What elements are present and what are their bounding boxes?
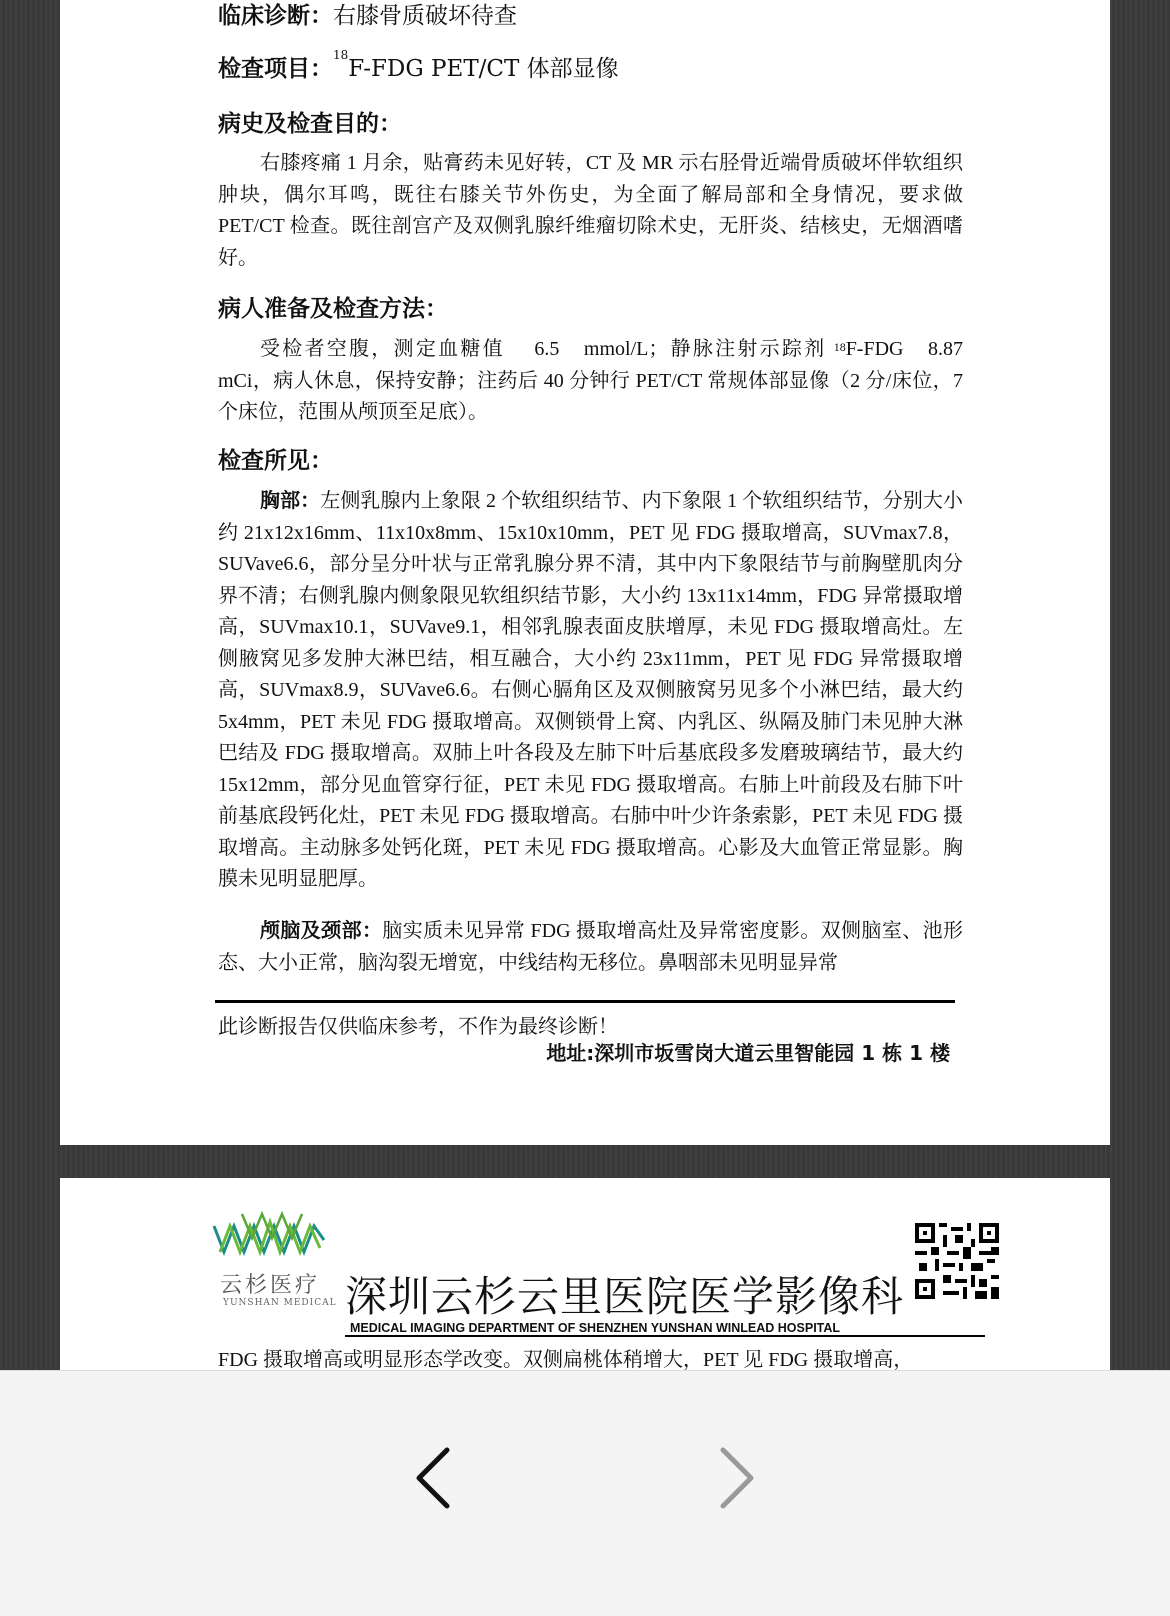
header-divider [345,1335,985,1337]
previous-page-button[interactable] [405,1438,465,1518]
history-paragraph: 右膝疼痛 1 月余，贴膏药未见好转，CT 及 MR 示右胫骨近端骨质破坏伴软组织肿块，偶尔耳鸣，既往右膝关节外伤史，为全面了解局部和全身情况，要求做 PET/CT 检查。既往剖宫产及双侧乳腺纤维瘤切除术史，无肝炎、结核史，无烟酒嗜好。 [218,152,963,269]
prep-paragraph [218,334,963,429]
chevron-left-icon [405,1438,465,1518]
chest-findings [218,485,963,896]
yunshan-logo-icon [212,1208,330,1266]
diagnosis-label: 临床诊断： [218,3,333,29]
diagnosis-value: 右膝骨质破坏待查 [333,3,517,29]
hospital-name: 深圳云杉云里医院医学影像科 [345,1272,905,1321]
qr-code-icon [915,1223,999,1299]
page-navigation-bar [0,1370,1170,1616]
exam-item-label: 检查项目： [218,56,333,82]
prep-text-before: 受检者空腹，测定血糖值 6.5 mmol/L；静脉注射示踪剂 [260,338,834,360]
report-page-1 [60,0,1110,1145]
prep-text-after: F-FDG 8.87 mCi，病人休息，保持安静；注药后 40 分钟行 PET/CT 常规体部显像（2 分/床位，7 个床位，范围从颅顶至足底）。 [218,338,963,423]
next-page-button[interactable] [705,1438,765,1518]
chest-label: 胸部： [260,488,321,512]
logo-chinese-name: 云杉医疗 [220,1273,321,1298]
prep-superscript: 18 [833,340,846,354]
disclaimer: 此诊断报告仅供临床参考，不作为最终诊断！ [218,1016,618,1038]
chevron-right-icon [705,1438,765,1518]
clinical-diagnosis [218,0,517,30]
head-neck-label: 颅脑及颈部： [260,918,383,942]
footer-divider [215,1000,955,1003]
prep-heading: 病人准备及检查方法： [218,296,448,322]
report-page-2 [60,1178,1110,1370]
head-neck-findings [218,915,963,979]
continued-findings: FDG 摄取增高或明显形态学改变。双侧扁桃体稍增大，PET 见 FDG 摄取增高， [218,1349,914,1370]
exam-item-superscript: 18 [333,48,349,62]
hospital-address: 地址:深圳市坂雪岗大道云里智能园 1 栋 1 楼 [546,1041,950,1065]
history-heading: 病史及检查目的： [218,111,402,137]
exam-item [218,50,619,83]
chest-text: 左侧乳腺内上象限 2 个软组织结节、内下象限 1 个软组织结节，分别大小约 21x12x16mm、11x10x8mm、15x10x10mm，PET 见 FDG 摄取增高，SUVmax7.8，SUVave6.6，部分呈分叶状与正常乳腺分界不清，其中内下象限结节与前胸壁肌肉分界不清；右侧乳腺内侧象限见软组织结节影，大小约 13x11x14mm，FDG 异常摄取增高，SUVmax10.1，SUVave9.1，相邻乳腺表面皮肤增厚，未见 FDG 摄取增高灶。左侧腋窝见多发肿大淋巴结，相互融合，大小约 23x11mm，PET 见 FDG 异常摄取增高，SUVmax8.9，SUVave6.6。右侧心膈角区及双侧腋窝另见多个小淋巴结，最大约 5x4mm，PET 未见 FDG 摄取增高。双侧锁骨上窝、内乳区、纵隔及肺门未见肿大淋巴结及 FDG 摄取增高。双肺上叶各段及左肺下叶后基底段多发磨玻璃结节，最大约 15x12mm，部分见血管穿行征，PET 未见 FDG 摄取增高。右肺上叶前段及右肺下叶前基底段钙化灶，PET 未见 FDG 摄取增高。右肺中叶少许条索影，PET 未见 FDG 摄取增高。主动脉多处钙化斑，PET 未见 FDG 摄取增高。心影及大血管正常显影。胸膜未见明显肥厚。 [218,490,963,890]
findings-heading: 检查所见： [218,448,333,474]
hospital-english-name: MEDICAL IMAGING DEPARTMENT OF SHENZHEN YUNSHAN WINLEAD HOSPITAL [350,1321,841,1335]
exam-item-value: F-FDG PET/CT 体部显像 [348,56,619,82]
head-neck-text: 脑实质未见异常 FDG 摄取增高灶及异常密度影。双侧脑室、池形态、大小正常，脑沟裂无增宽，中线结构无移位。鼻咽部未见明显异常 [218,920,964,974]
logo-english-name: YUNSHAN MEDICAL [223,1298,337,1308]
